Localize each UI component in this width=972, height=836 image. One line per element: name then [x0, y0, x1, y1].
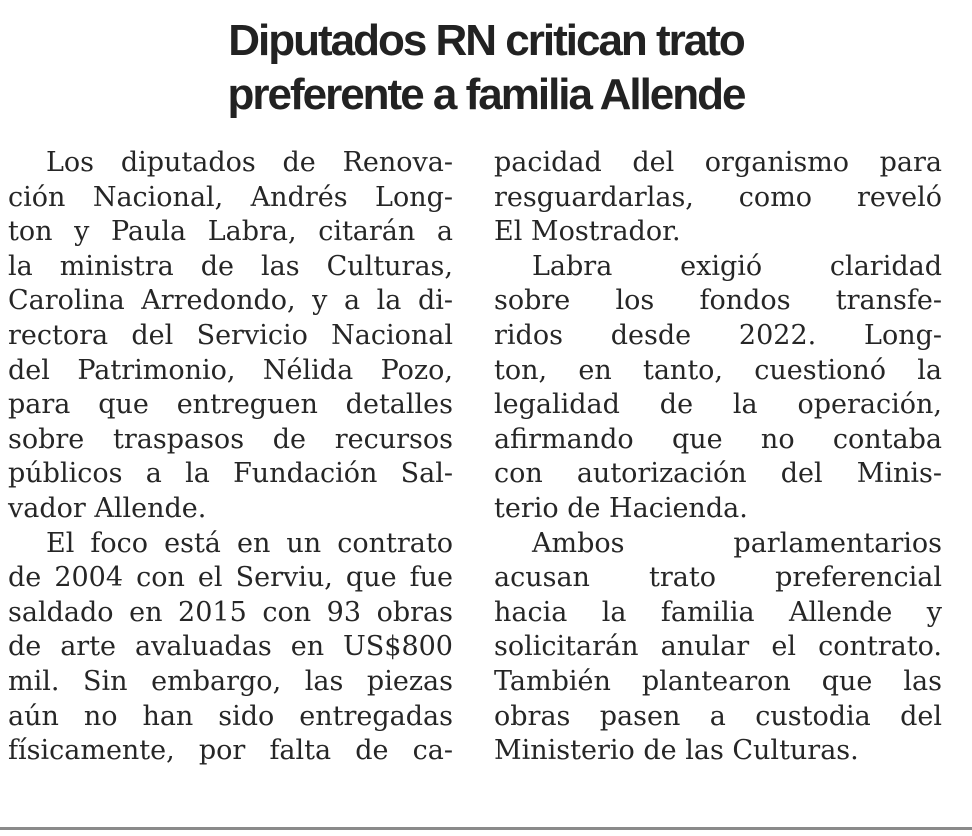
headline-line: Diputados RN critican trato	[228, 16, 744, 65]
body-column-right	[494, 146, 942, 769]
body-line: con autorización del Minis-	[494, 458, 942, 490]
body-line: Ambos parlamentarios	[532, 527, 942, 559]
body-line: de 2004 con el Serviu, que fue	[8, 562, 453, 594]
body-line: mil. Sin embargo, las piezas	[8, 665, 453, 697]
body-line: ción Nacional, Andrés Long-	[8, 181, 453, 213]
headline-line: preferente a familia Allende	[227, 70, 745, 119]
body-line: la ministra de las Culturas,	[8, 250, 453, 282]
body-line: hacia la familia Allende y	[494, 596, 942, 628]
body-line: sobre traspasos de recursos	[8, 423, 453, 455]
body-line: Ministerio de las Culturas.	[494, 735, 859, 767]
body-line: solicitarán anular el contrato.	[494, 631, 942, 663]
body-line: Carolina Arredondo, y a la di-	[8, 285, 453, 317]
body-line: afirmando que no contaba	[494, 423, 942, 455]
body-line: saldado en 2015 con 93 obras	[8, 596, 453, 628]
body-line: ridos desde 2022. Long-	[494, 319, 942, 351]
body-line: legalidad de la operación,	[494, 389, 942, 421]
body-line: del Patrimonio, Nélida Pozo,	[8, 354, 453, 386]
body-line: pacidad del organismo para	[494, 147, 942, 178]
body-line: ton y Paula Labra, citarán a	[8, 216, 453, 248]
body-line: para que entreguen detalles	[8, 389, 453, 421]
body-line: terio de Hacienda.	[494, 492, 748, 524]
body-line: El Mostrador.	[494, 216, 681, 248]
body-line: obras pasen a custodia del	[494, 700, 942, 732]
body-line: aún no han sido entregadas	[8, 700, 453, 732]
body-line: de arte avaluadas en US$800	[8, 631, 453, 663]
body-line: sobre los fondos transfe-	[494, 285, 942, 317]
body-line: El foco está en un contrato	[46, 527, 453, 559]
headline	[0, 14, 972, 122]
body-line: Los diputados de Renova-	[46, 147, 453, 178]
bottom-divider	[0, 827, 972, 830]
body-line: públicos a la Fundación Sal-	[8, 458, 453, 490]
body-line: Labra exigió claridad	[532, 250, 942, 282]
body-line: acusan trato preferencial	[494, 562, 942, 594]
body-column-left	[8, 146, 453, 769]
body-line: vador Allende.	[8, 492, 207, 524]
body-line: También plantearon que las	[494, 665, 942, 697]
body-line: ton, en tanto, cuestionó la	[494, 354, 942, 386]
body-line: resguardarlas, como reveló	[494, 181, 942, 213]
body-line: rectora del Servicio Nacional	[8, 319, 453, 351]
body-line: físicamente, por falta de ca-	[8, 735, 453, 767]
